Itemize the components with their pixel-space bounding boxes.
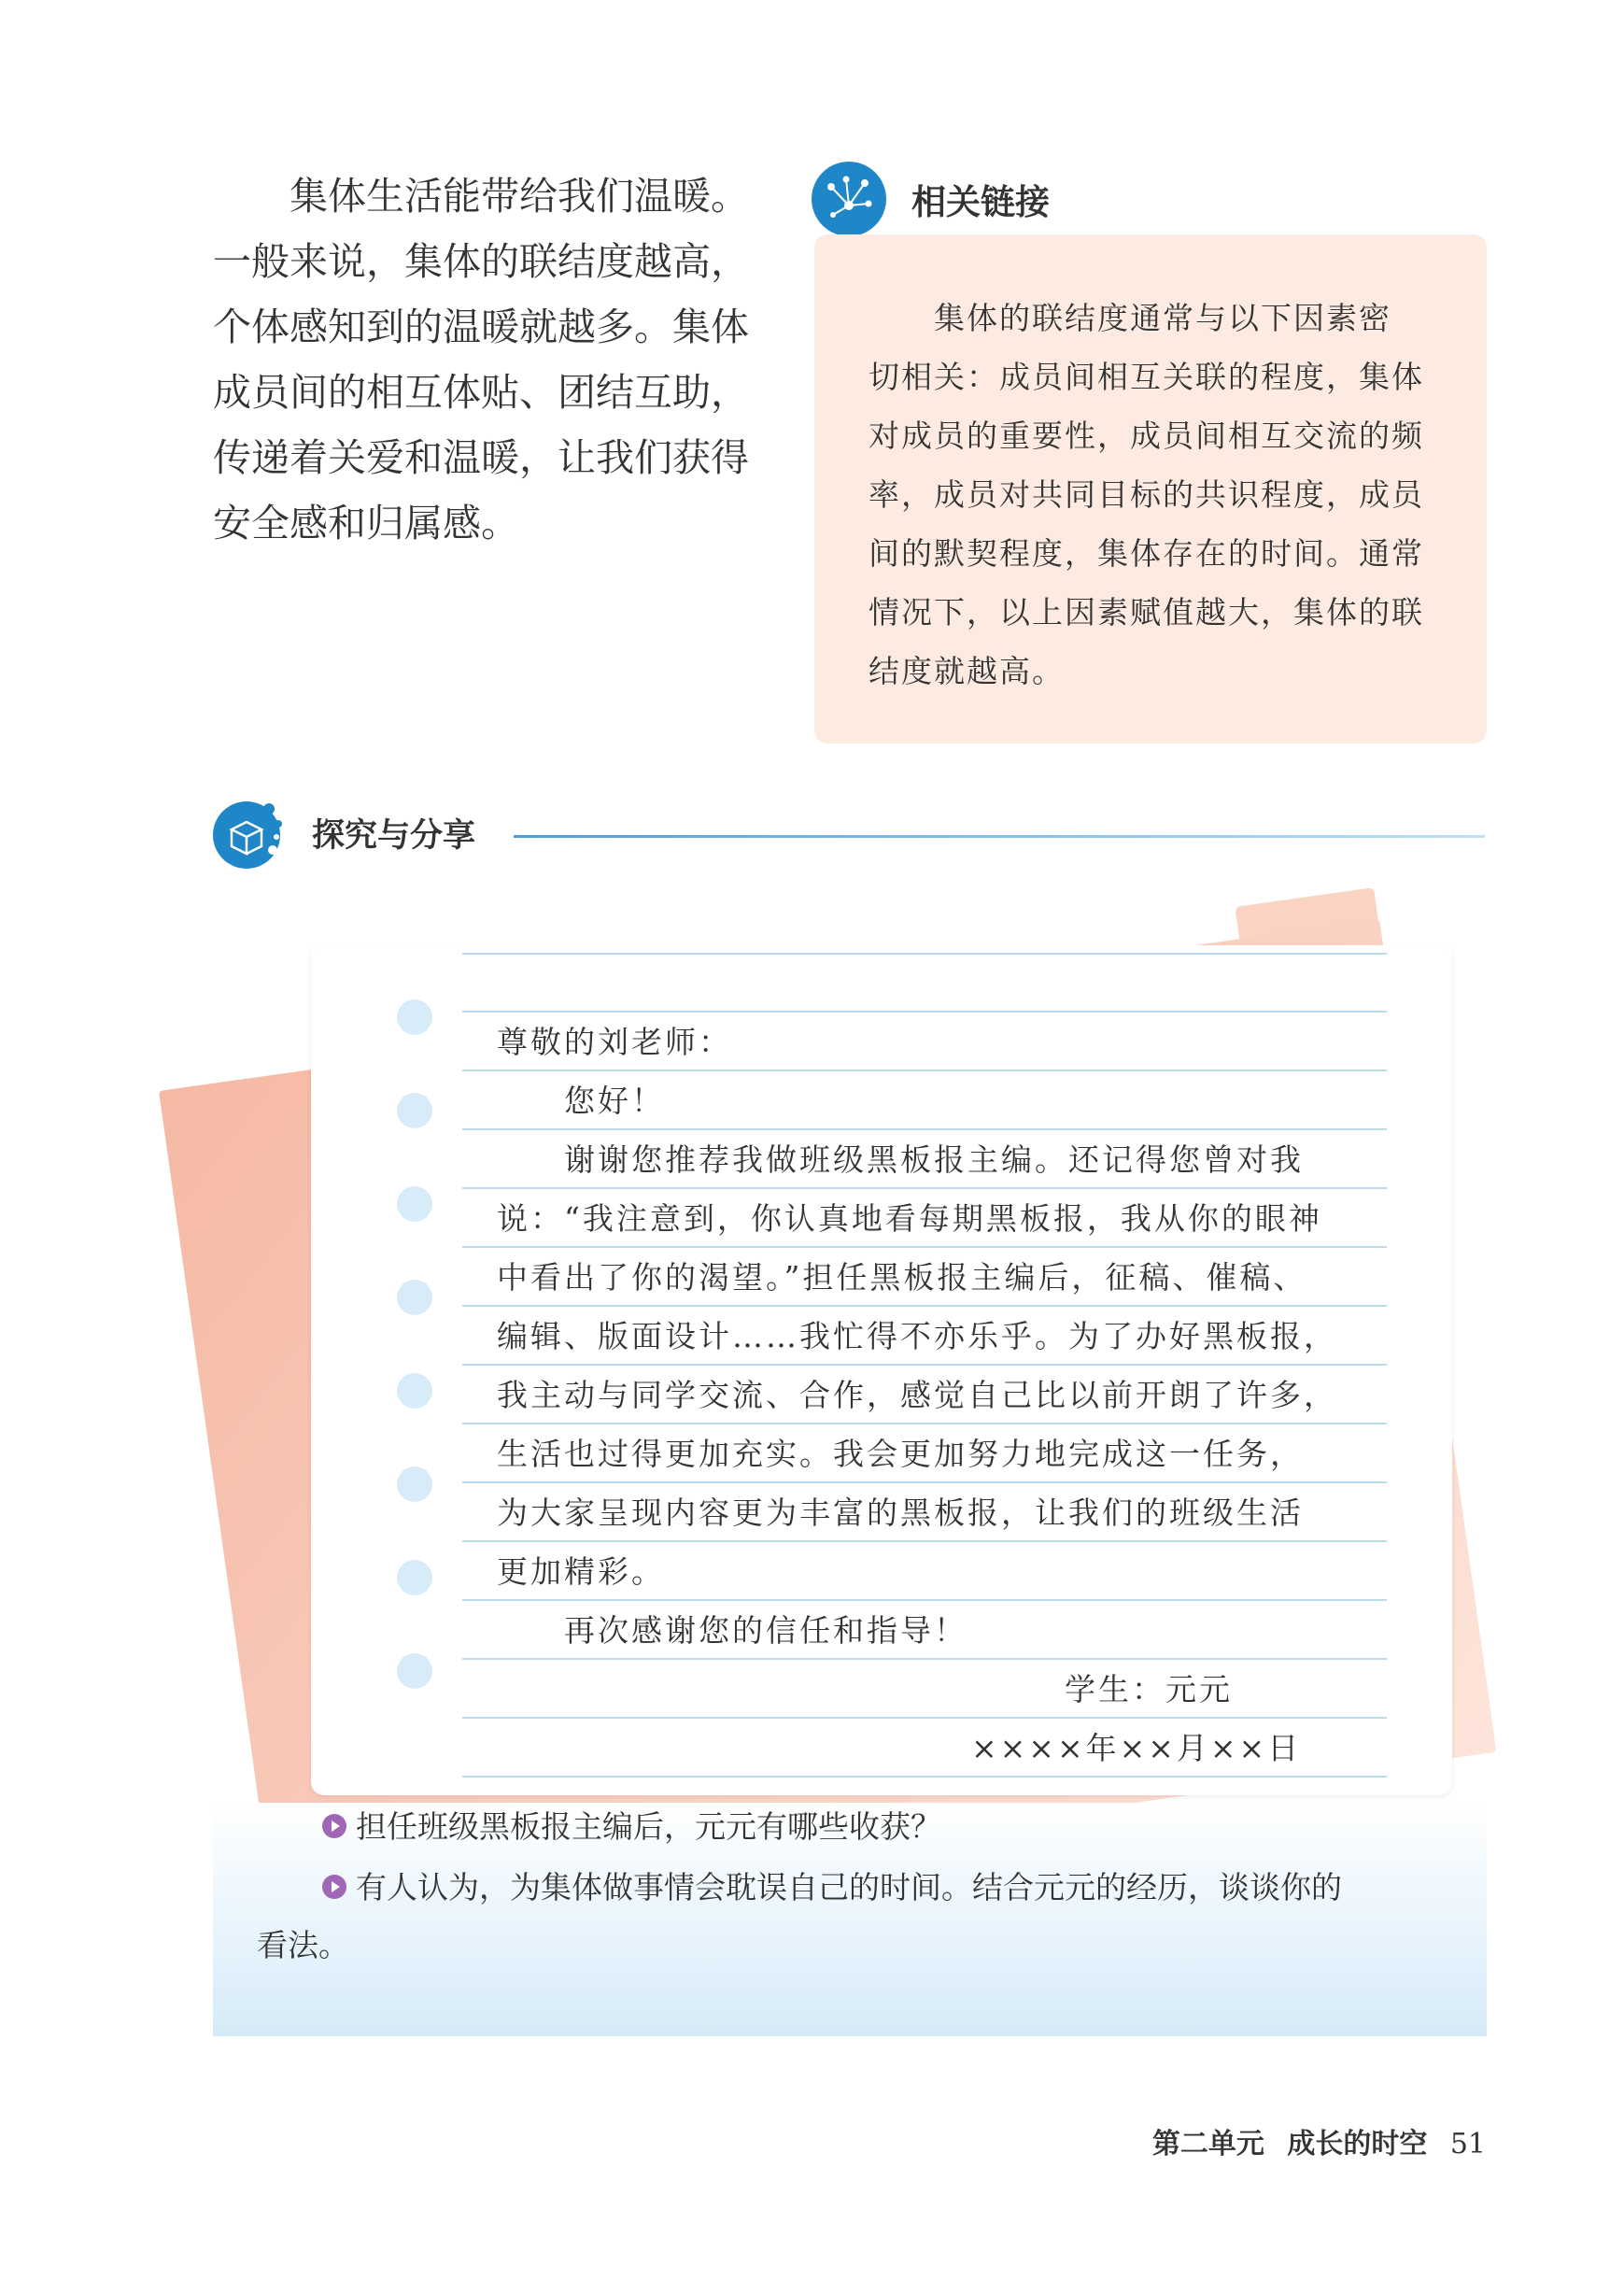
ruled-line <box>462 953 1387 955</box>
letter-line: 我主动与同学交流、合作，感觉自己比以前开朗了许多， <box>497 1377 1337 1413</box>
letter-line: 谢谢您推荐我做班级黑板报主编。还记得您曾对我 <box>564 1141 1304 1178</box>
related-link-header <box>811 161 1050 237</box>
letter-line: 为大家呈现内容更为丰富的黑板报，让我们的班级生活 <box>497 1495 1304 1531</box>
binder-hole <box>397 1466 432 1502</box>
question-text: 看法。 <box>257 1927 349 1963</box>
intro-line: 个体感知到的温暖就越多。集体 <box>213 305 749 349</box>
letter-line: 中看出了你的渴望。”担任黑板报主编后，征稿、催稿、 <box>497 1259 1307 1296</box>
ruled-line <box>462 1364 1387 1366</box>
ruled-line <box>462 1481 1387 1483</box>
letter-line: 说：“我注意到，你认真地看每期黑板报，我从你的眼神 <box>497 1200 1322 1237</box>
ruled-line <box>462 1776 1387 1778</box>
question-text: 担任班级黑板报主编后，元元有哪些收获？ <box>356 1808 941 1845</box>
question-1 <box>257 1798 1462 1856</box>
related-link-text <box>868 289 1433 701</box>
intro-line: 传递着关爱和温暖，让我们获得 <box>213 435 749 480</box>
binder-hole <box>397 999 432 1035</box>
play-bullet-icon <box>322 1814 346 1838</box>
intro-line: 成员间的相互体贴、团结互助， <box>213 370 749 415</box>
explore-share-header <box>211 796 475 871</box>
intro-line: 一般来说，集体的联结度越高， <box>213 239 749 284</box>
intro-paragraph <box>213 163 755 556</box>
ruled-line <box>462 1011 1387 1013</box>
related-link-box <box>814 234 1487 744</box>
ruled-line <box>462 1305 1387 1307</box>
letter-line: 编辑、版面设计……我忙得不亦乐乎。为了办好黑板报， <box>497 1318 1337 1354</box>
binder-hole <box>397 1653 432 1689</box>
section-divider <box>514 835 1485 838</box>
binder-hole <box>397 1280 432 1315</box>
letter-paper <box>311 945 1452 1795</box>
ruled-line <box>462 1246 1387 1248</box>
footer-title: 成长的时空 <box>1287 2128 1428 2160</box>
intro-line: 集体生活能带给我们温暖。 <box>289 174 749 219</box>
related-link-title: 相关链接 <box>911 182 1050 222</box>
ruled-line <box>462 1540 1387 1542</box>
ruled-line <box>462 1128 1387 1130</box>
related-link-line: 情况下，以上因素赋值越大，集体的联 <box>868 594 1424 630</box>
question-text: 有人认为，为集体做事情会耽误自己的时间。结合元元的经历，谈谈你的 <box>356 1869 1342 1905</box>
ruled-line <box>462 1658 1387 1660</box>
related-link-line: 集体的联结度通常与以下因素密 <box>934 300 1391 336</box>
letter-line: 更加精彩。 <box>497 1553 665 1590</box>
footer-unit: 第二单元 <box>1151 2128 1264 2160</box>
binder-hole <box>397 1093 432 1128</box>
ruled-line <box>462 1599 1387 1601</box>
letter-salutation: 尊敬的刘老师： <box>497 1024 732 1060</box>
letter-closing: 再次感谢您的信任和指导！ <box>564 1612 967 1649</box>
page-number: 51 <box>1449 2128 1486 2160</box>
network-icon <box>811 161 887 237</box>
letter-greeting: 您好！ <box>564 1083 665 1119</box>
binder-hole <box>397 1373 432 1409</box>
question-2 <box>257 1859 1462 1975</box>
page-footer <box>1139 2120 1486 2161</box>
related-link-line: 率，成员对共同目标的共识程度，成员 <box>868 476 1424 513</box>
ruled-line <box>462 1187 1387 1189</box>
related-link-line: 间的默契程度，集体存在的时间。通常 <box>868 535 1424 572</box>
related-link-line: 切相关：成员间相互关联的程度，集体 <box>868 359 1424 395</box>
ruled-line <box>462 1423 1387 1424</box>
related-link-line: 对成员的重要性，成员间相互交流的频 <box>868 418 1424 454</box>
binder-hole <box>397 1186 432 1222</box>
cube-bubbles-icon <box>211 796 286 871</box>
binder-hole <box>397 1560 432 1595</box>
ruled-line <box>462 1717 1387 1719</box>
letter-date: ××××年××月××日 <box>971 1730 1302 1766</box>
explore-share-title: 探究与分享 <box>312 817 476 855</box>
letter-signature: 学生：元元 <box>1065 1671 1233 1707</box>
ruled-line <box>462 1070 1387 1071</box>
intro-line: 安全感和归属感。 <box>213 501 519 545</box>
related-link-line: 结度就越高。 <box>868 653 1065 689</box>
letter-line: 生活也过得更加充实。我会更加努力地完成这一任务， <box>497 1436 1304 1472</box>
play-bullet-icon <box>322 1875 346 1899</box>
